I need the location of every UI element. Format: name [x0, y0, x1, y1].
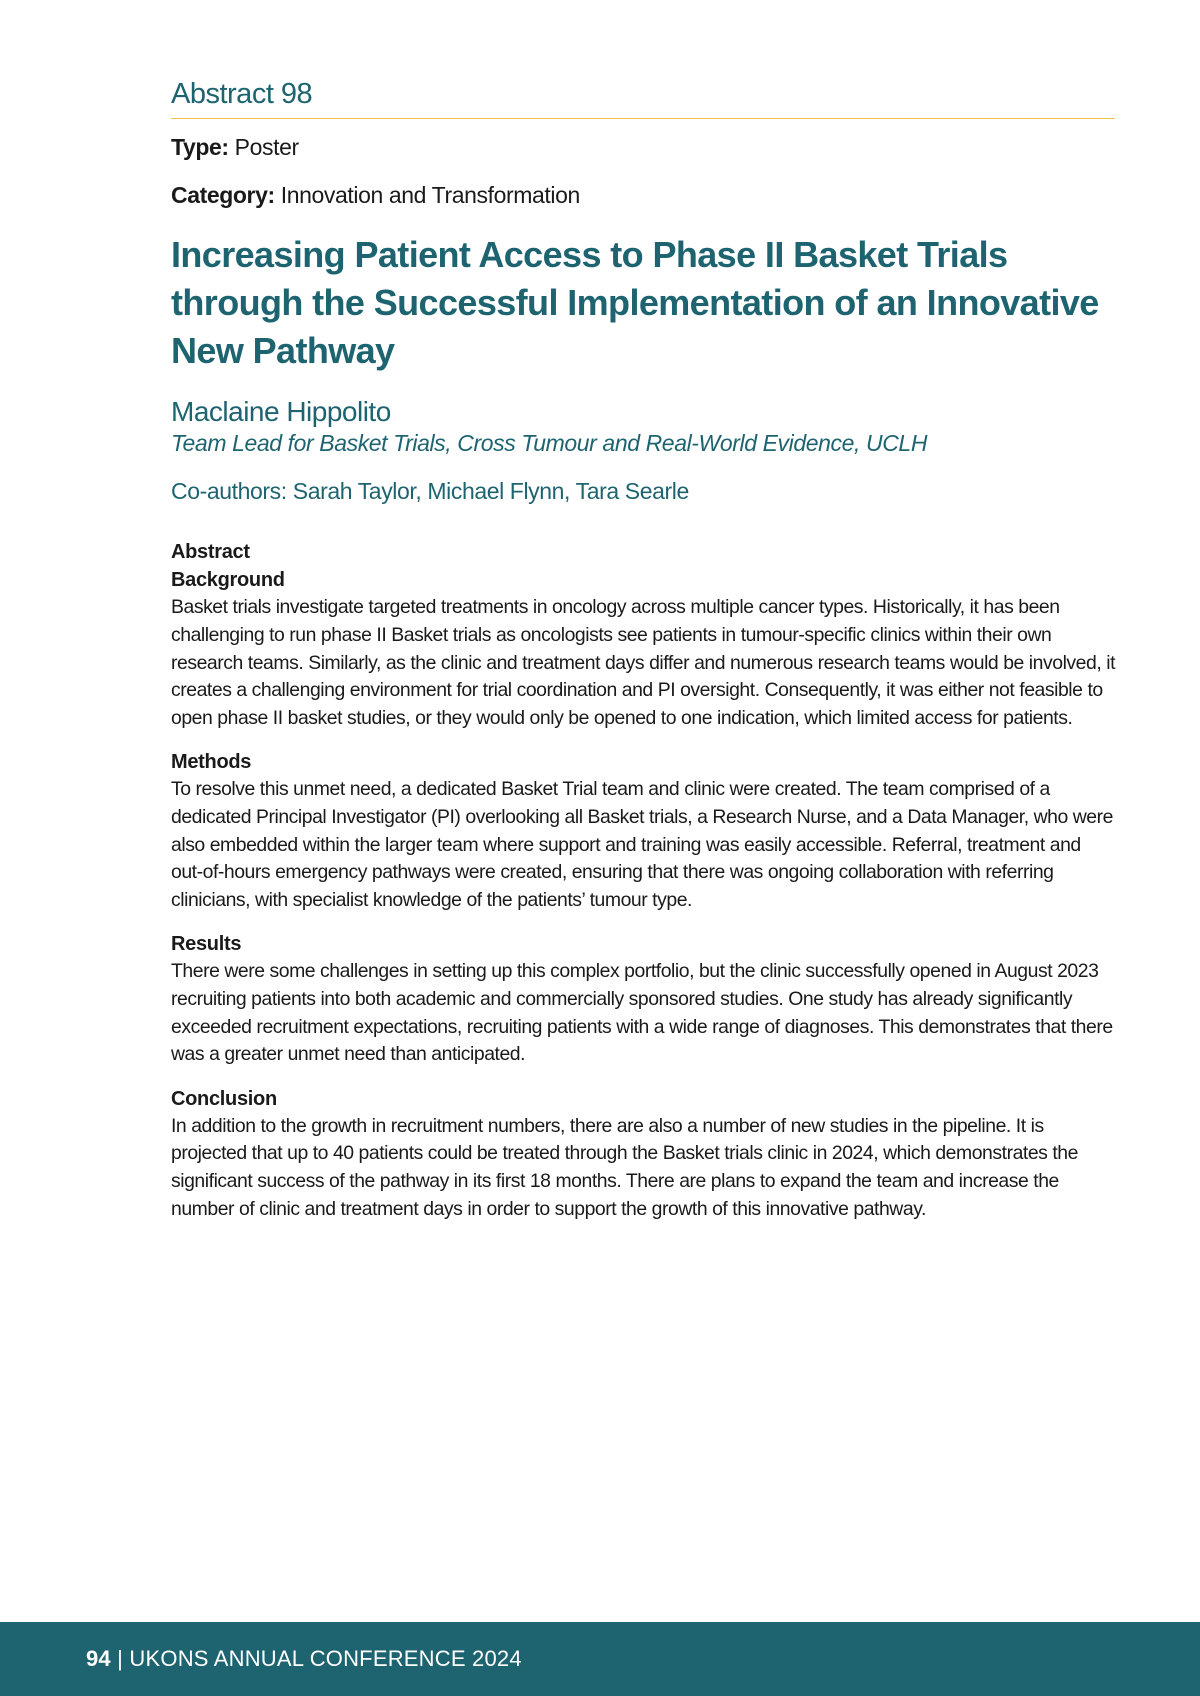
author-role: Team Lead for Basket Trials, Cross Tumour and Real-World Evidence, UCLH [171, 429, 928, 456]
footer-text [86, 1646, 522, 1672]
background-text: Basket trials investigate targeted treatments in oncology across multiple cancer types. Historically, it has been challenging to run phase II Basket trials as oncologists see patients in tumour-specific clinics within their own research teams. Similarly, as the clinic and treatment days differ and numerous research teams would be involved, it creates a challenging environment for trial coordination and PI oversight. Consequently, it was either not feasible to open phase II basket studies, or they would only be opened to one indication, which limited access for patients. [171, 596, 1116, 729]
conclusion-section [171, 1085, 1115, 1223]
abstract-number: Abstract 98 [171, 76, 1115, 119]
page-number: 94 [86, 1646, 111, 1671]
methods-heading: Methods [171, 751, 252, 774]
abstract-page [171, 76, 1115, 1223]
abstract-heading: Abstract [171, 541, 250, 564]
abstract-body [171, 538, 1115, 1223]
category-value: Innovation and Transformation [280, 182, 580, 209]
conference-name: UKONS ANNUAL CONFERENCE 2024 [129, 1646, 522, 1671]
category-line [171, 181, 1115, 211]
results-section [171, 930, 1115, 1068]
conclusion-text: In addition to the growth in recruitment numbers, there are also a number of new studies in the pipeline. It is projected that up to 40 patients could be treated through the Basket trials clinic in 2024, which demonstrates the significant success of the pathway in its first 18 months. There are plans to expand the team and increase the number of clinic and treatment days in order to support the growth of this innovative pathway. [171, 1114, 1078, 1220]
results-heading: Results [171, 933, 242, 956]
methods-text: To resolve this unmet need, a dedicated Basket Trial team and clinic were created. The team comprised of a dedicated Principal Investigator (PI) overlooking all Basket trials, a Research Nurse, and a Data Manager, who were also embedded within the larger team where support and training was easily accessible. Referral, treatment and out-of-hours emergency pathways were created, ensuring that there was ongoing collaboration with referring clinicians, with specialist knowledge of the patients’ tumour type. [171, 778, 1113, 911]
footer-separator: | [110, 1646, 130, 1671]
author-name: Maclaine Hippolito [171, 396, 391, 428]
background-section [171, 566, 1115, 732]
page-footer [0, 1622, 1200, 1696]
type-label: Type: [171, 134, 229, 161]
conclusion-heading: Conclusion [171, 1087, 277, 1110]
paper-title: Increasing Patient Access to Phase II Basket Trials through the Successful Implementation of an Innovative New Pathway [171, 234, 1099, 372]
category-label: Category: [171, 182, 275, 209]
background-heading: Background [171, 569, 285, 592]
type-line [171, 133, 1115, 163]
methods-section [171, 748, 1115, 914]
coauthors: Co-authors: Sarah Taylor, Michael Flynn, Tara Searle [171, 477, 689, 504]
results-text: There were some challenges in setting up this complex portfolio, but the clinic successfully opened in August 2023 recruiting patients into both academic and commercially sponsored studies. One study has already significantly exceeded recruitment expectations, recruiting patients with a wide range of diagnoses. This demonstrates that there was a greater unmet need than anticipated. [171, 960, 1113, 1066]
type-value: Poster [234, 134, 299, 161]
